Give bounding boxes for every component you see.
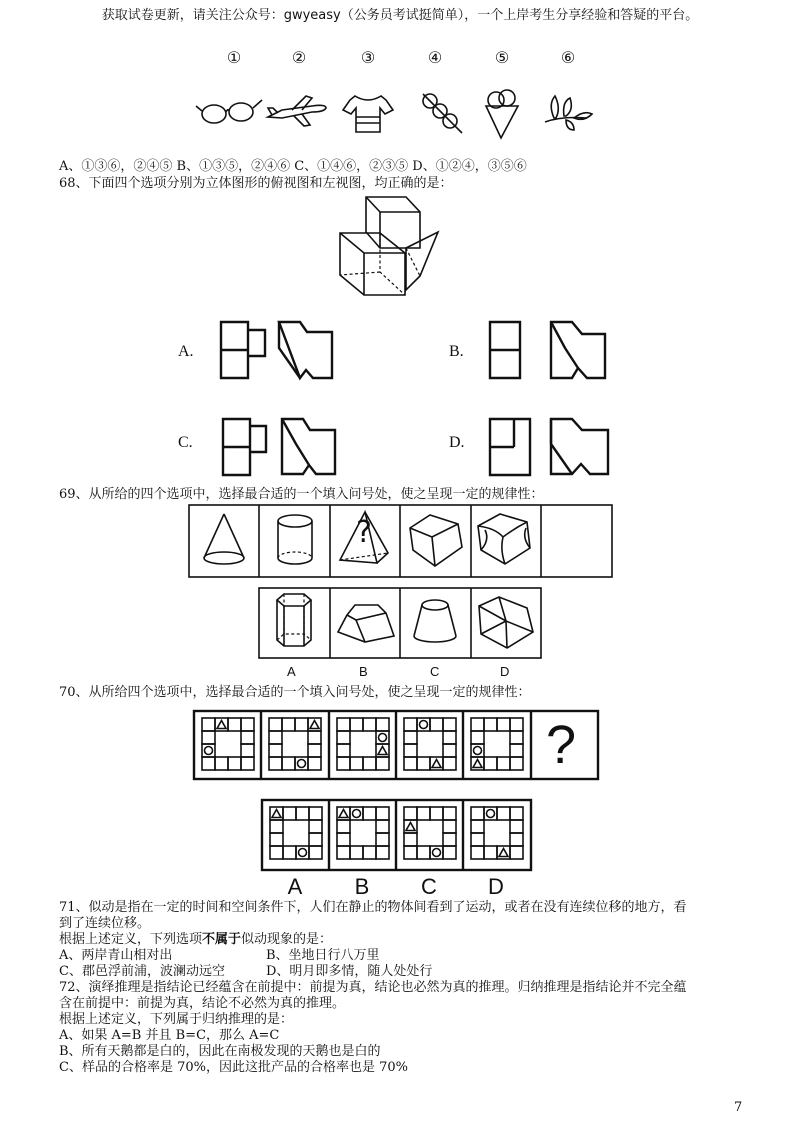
q70-grid-cell (404, 731, 417, 744)
q70-grid-cell (296, 807, 309, 820)
q70-grid-cell (404, 833, 417, 846)
circle-marker (379, 734, 387, 742)
q70-grid-cell (443, 833, 456, 846)
q71-stem-line1: 71、似动是指在一定的时间和空间条件下，人们在静止的物体间看到了运动，或者在没有连续位移的地方，看 (59, 900, 687, 915)
q70-grid-cell (510, 807, 523, 820)
q72-option-c: C、样品的合格率是 70%，因此这批产品的合格率也是 70% (59, 1060, 409, 1075)
q70-grid-cell (471, 820, 484, 833)
q70-grid-cell (309, 807, 322, 820)
q70-grid-cell (443, 718, 456, 731)
q70-label-d: D (488, 874, 504, 899)
q70-grid-cell (376, 820, 389, 833)
circle-marker (433, 849, 441, 857)
q70-grid-cell (510, 846, 523, 859)
q70-grid-cell (417, 757, 430, 770)
q70-grid-cell (471, 846, 484, 859)
q70-grid-cell (376, 757, 389, 770)
q72-option-a: A、如果 A=B 并且 B=C，那么 A=C (59, 1028, 280, 1043)
q70-ring-grid (404, 718, 456, 770)
q69-stem: 69、从所给的四个选项中，选择最合适的一个填入问号处，使之呈现一定的规律性： (59, 487, 544, 502)
circle-marker (353, 810, 361, 818)
q70-grid-cell (443, 820, 456, 833)
q70-label-a: A (287, 874, 303, 899)
q71-option-c: C、郡邑浮前浦，波澜动远空 (59, 964, 225, 979)
q70-grid-cell (363, 718, 376, 731)
q70-grid-cell (228, 718, 241, 731)
circle-marker (298, 760, 306, 768)
q70-ring-grid (337, 807, 389, 859)
q72-stem-line2: 含在前提中：前提为真，结论不必然为真的推理。 (59, 996, 346, 1011)
q70-grid-cell (404, 744, 417, 757)
q70-grid-cell (215, 757, 228, 770)
q70-grid-cell (363, 807, 376, 820)
q67-number-3: ③ (360, 48, 376, 67)
q70-grid-cell (471, 718, 484, 731)
q71-option-d: D、明月即多情，随人处处行 (266, 964, 433, 979)
q70-grid-cell (484, 846, 497, 859)
triangle-marker (378, 747, 387, 755)
q72-option-b: B、所有天鹅都是白的，因此在南极发现的天鹅也是白的 (59, 1044, 381, 1059)
q70-grid-cell (443, 846, 456, 859)
q70-grid-cell (308, 744, 321, 757)
triangle-marker (310, 721, 319, 729)
q70-grid-cell (376, 833, 389, 846)
triangle-marker (339, 810, 348, 818)
q70-ring-grid (471, 807, 523, 859)
q70-grid-cell (283, 846, 296, 859)
q67-options: A、①③⑥，②④⑤ B、①③⑤，②④⑥ C、①④⑥，②③⑤ D、①②④，③⑤⑥ (59, 159, 527, 174)
q70-grid-cell (269, 718, 282, 731)
q70-grid-cell (404, 757, 417, 770)
q70-grid-cell (202, 718, 215, 731)
q70-grid-cell (337, 718, 350, 731)
q70-grid-cell (443, 744, 456, 757)
q67-number-1: ① (226, 48, 242, 67)
q71-prompt-bold: 不属于 (202, 932, 242, 947)
q70-grid-cell (308, 757, 321, 770)
q70-grid-cell (308, 731, 321, 744)
q67-number-5: ⑤ (494, 48, 510, 67)
q70-grid-cell (309, 833, 322, 846)
q70-grid-cell (269, 757, 282, 770)
q68-label-a: A. (178, 343, 194, 360)
q70-grid-cell (350, 757, 363, 770)
q70-grid-cell (497, 807, 510, 820)
q70-grid-cell (510, 820, 523, 833)
q68-stem: 68、下面四个选项分别为立体图形的俯视图和左视图，均正确的是： (59, 176, 453, 191)
q69-label-a: A (287, 664, 296, 679)
q70-grid-cell (430, 807, 443, 820)
q70-label-c: C (421, 874, 437, 899)
q70-grid-cell (376, 846, 389, 859)
q70-grid-cell (484, 718, 497, 731)
q69-question-mark: ? (356, 515, 372, 550)
q70-ring-grid (471, 718, 523, 770)
q70-ring-grid (404, 807, 456, 859)
triangle-marker (432, 760, 441, 768)
triangle-marker (499, 849, 508, 857)
q70-grid-cell (363, 757, 376, 770)
q69-label-d: D (500, 664, 510, 679)
q70-grid-cell (337, 833, 350, 846)
circle-marker (420, 721, 428, 729)
q70-grid-cell (350, 718, 363, 731)
q70-grid-cell (270, 820, 283, 833)
q70-grid-cell (269, 744, 282, 757)
q70-grid-cell (241, 731, 254, 744)
q70-grid-cell (241, 718, 254, 731)
q70-grid-cell (497, 757, 510, 770)
q70-grid-cell (282, 718, 295, 731)
circle-marker (299, 849, 307, 857)
q70-grid-cell (443, 807, 456, 820)
q70-grid-cell (282, 757, 295, 770)
q70-grid-cell (471, 833, 484, 846)
triangle-marker (473, 760, 482, 768)
q70-grid-cell (309, 846, 322, 859)
q70-grid-cell (270, 846, 283, 859)
q71-prompt (59, 932, 332, 948)
triangle-marker (217, 721, 226, 729)
q70-grid-cell (337, 731, 350, 744)
q72-prompt: 根据上述定义，下列属于归纳推理的是： (59, 1012, 294, 1027)
circle-marker (487, 810, 495, 818)
q71-stem-line2: 到了连续位移。 (59, 916, 151, 931)
q70-ring-grid (269, 718, 321, 770)
q70-grid-cell (404, 807, 417, 820)
q67-number-6: ⑥ (560, 48, 576, 67)
q70-grid-cell (417, 846, 430, 859)
q70-grid-cell (376, 718, 389, 731)
circle-marker (205, 747, 213, 755)
circle-marker (474, 747, 482, 755)
q70-grid-cell (241, 757, 254, 770)
q69-label-c: C (430, 664, 440, 679)
q70-grid-cell (241, 744, 254, 757)
q70-stem: 70、从所给四个选项中，选择最合适的一个填入问号处，使之呈现一定的规律性： (59, 685, 531, 700)
triangle-marker (272, 810, 281, 818)
q70-grid-cell (270, 833, 283, 846)
q70-grid-cell (202, 731, 215, 744)
q70-grid-cell (376, 807, 389, 820)
q70-grid-cell (337, 820, 350, 833)
q70-grid-cell (484, 757, 497, 770)
q68-label-d: D. (449, 434, 465, 451)
q71-option-b: B、坐地日行八万里 (266, 948, 380, 963)
q70-grid-cell (337, 744, 350, 757)
q70-grid-cell (471, 731, 484, 744)
q67-number-2: ② (291, 48, 307, 67)
q70-question-mark: ? (546, 715, 577, 775)
q67-number-4: ④ (427, 48, 443, 67)
q70-label-b: B (354, 874, 370, 899)
q70-grid-cell (510, 731, 523, 744)
q69-label-b: B (359, 664, 368, 679)
q71-prompt-post: 似动现象的是： (241, 932, 333, 947)
triangle-marker (406, 823, 415, 831)
q70-grid-cell (510, 718, 523, 731)
q70-grid-cell (350, 846, 363, 859)
q70-grid-cell (228, 757, 241, 770)
q70-grid-cell (510, 757, 523, 770)
q70-grid-cell (510, 744, 523, 757)
q68-label-c: C. (178, 434, 193, 451)
q70-grid-cell (471, 807, 484, 820)
q70-ring-grid (202, 718, 254, 770)
q70-grid-cell (443, 731, 456, 744)
q70-grid-cell (430, 718, 443, 731)
q70-grid-cell (404, 718, 417, 731)
q70-ring-grid (270, 807, 322, 859)
q70-grid-cell (283, 807, 296, 820)
q70-grid-cell (417, 807, 430, 820)
q70-grid-cell (443, 757, 456, 770)
q70-ring-grid (337, 718, 389, 770)
q71-prompt-pre: 根据上述定义，下列选项 (59, 932, 203, 947)
q68-label-b: B. (449, 343, 464, 360)
q70-grid-cell (202, 757, 215, 770)
q71-option-a: A、两岸青山相对出 (59, 948, 173, 963)
q70-grid-cell (337, 757, 350, 770)
q70-grid-cell (337, 846, 350, 859)
q70-grid-cell (497, 718, 510, 731)
q70-grid-cell (363, 846, 376, 859)
q70-grid-cell (269, 731, 282, 744)
page-banner: 获取试卷更新，请关注公众号：gwyeasy（公务员考试挺简单），一个上岸考生分享经验和答疑的平台。 (101, 8, 699, 23)
q70-grid-cell (309, 820, 322, 833)
q70-grid-cell (510, 833, 523, 846)
page-number: 7 (734, 1100, 743, 1115)
q70-grid-cell (404, 846, 417, 859)
q72-stem-line1: 72、演绎推理是指结论已经蕴含在前提中：前提为真，结论也必然为真的推理。归纳推理是指结论并不完全蕴 (59, 980, 687, 995)
q70-grid-cell (295, 718, 308, 731)
